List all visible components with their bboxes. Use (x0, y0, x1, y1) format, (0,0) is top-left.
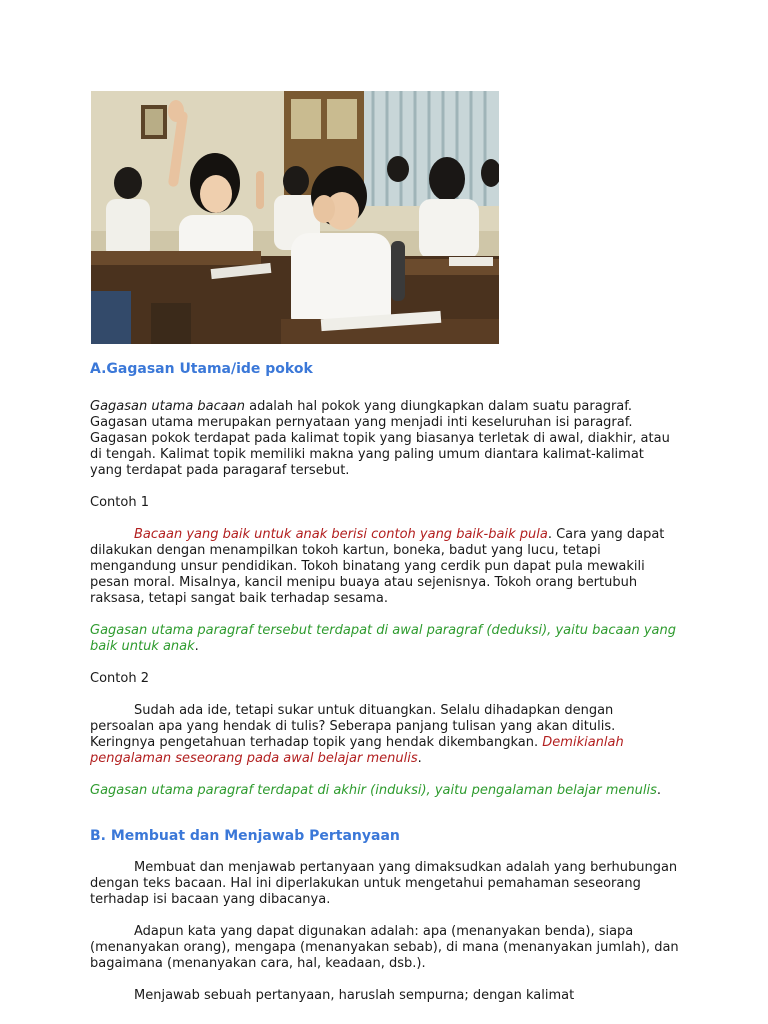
example2-main-idea: Demikianlah pengalaman seseorang pada awal belajar menulis (90, 735, 624, 766)
example2-end: . (417, 751, 422, 766)
example1-label: Contoh 1 (90, 495, 149, 510)
intro-rest: adalah hal pokok yang diungkapkan dalam suatu paragraf. Gagasan utama merupakan pernyataan yang menjadi inti keseluruhan isi paragraf. Gagasan pokok terdapat pada kalimat topik yang biasanya terletak di awal, diakhir, atau di tengah. Kalimat topik memiliki makna yang paling umum diantara kalimat-kalimat yang terdapat pada paragaraf tersebut. (90, 399, 670, 478)
example1-rest: . Cara yang dapat dilakukan dengan menampilkan tokoh kartun, boneka, badut yang lucu, tetapi mengandung unsur pendidikan. Tokoh binatang yang cerdik pun dapat pula mewakili pesan moral. Misalnya, kancil menipu buaya atau sejenisnya. Tokoh orang bertubuh raksasa, tetapi sangat baik terhadap sesama. (90, 527, 665, 606)
classroom-illustration (91, 91, 499, 344)
section-a-heading: A.Gagasan Utama/ide pokok (90, 361, 313, 377)
section-b-heading: B. Membuat dan Menjawab Pertanyaan (90, 828, 400, 844)
example2-note (90, 783, 680, 799)
example1-main-idea: Bacaan yang baik untuk anak berisi contoh yang baik-baik pula (134, 527, 548, 542)
section-b-paragraph-1: Membuat dan menjawab pertanyaan yang dimaksudkan adalah yang berhubungan dengan teks bacaan. Hal ini diperlakukan untuk mengetahui pemahaman seseorang terhadap isi bacaan yang dibacanya. (90, 860, 678, 907)
example1-paragraph (90, 527, 680, 607)
example2-label: Contoh 2 (90, 671, 149, 686)
intro-italic-term: Gagasan utama bacaan (90, 399, 245, 414)
example2-note-end: . (656, 783, 662, 798)
example1-note-end: . (194, 639, 199, 654)
section-a-intro (90, 399, 680, 479)
example2-note-text: Gagasan utama paragraf terdapat di akhir (induksi), yaitu pengalaman belajar menulis (90, 783, 657, 798)
article-body (90, 360, 680, 1020)
classroom-photo (91, 91, 499, 344)
example2-paragraph (90, 703, 680, 767)
section-b-paragraph-2: Adapun kata yang dapat digunakan adalah: apa (menanyakan benda), siapa (menanyakan orang), mengapa (menanyakan sebab), di mana (menanyakan jumlah), dan bagaimana (menanyakan cara, hal, keadaan, dsb.). (90, 924, 679, 971)
example1-note (90, 623, 680, 655)
example2-text: Sudah ada ide, tetapi sukar untuk dituangkan. Selalu dihadapkan dengan persoalan apa yang hendak di tulis? Seberapa panjang tulisan yang akan ditulis. Keringnya pengetahuan terhadap topik yang hendak dikembangkan. (90, 703, 616, 750)
section-b-paragraph-3: Menjawab sebuah pertanyaan, haruslah sempurna; dengan kalimat (134, 988, 575, 1003)
example1-note-text: Gagasan utama paragraf tersebut terdapat di awal paragraf (deduksi), yaitu bacaan yang baik untuk anak (90, 623, 677, 654)
